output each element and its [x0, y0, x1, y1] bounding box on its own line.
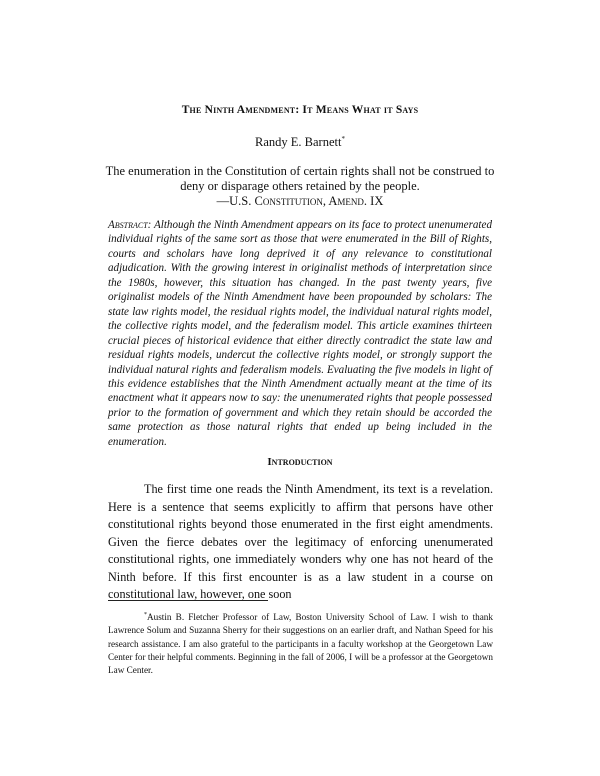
footnote — [108, 611, 493, 677]
footnote-marker: * — [144, 611, 147, 618]
section-heading-introduction: Introduction — [267, 456, 333, 468]
footnote-text: Austin B. Fletcher Professor of Law, Boston University School of Law. I wish to thank Lawrence Solum and Suzanna Sherry for their suggestions on an earlier draft, and Nathan Speed for his research assistance. I am also grateful to the participants in a faculty workshop at the Georgetown Law Center for their helpful comments. Beginning in the fall of 2006, I will be a professor at the Georgetown Law Center. — [108, 612, 493, 676]
author-footnote-marker[interactable]: * — [341, 134, 345, 143]
intro-paragraph: The first time one reads the Ninth Amendment, its text is a revelation. Here is a sentence that seems explicitly to affirm that persons have other constitutional rights beyond those enumerated in the first eight amendments. Given the fierce debates over the legitimacy of enforcing unenumerated constitutional rights, one immediately wonders why one has not heard of the Ninth before. If this first encounter is as a law student in a course on constitutional law, however, one soon — [108, 482, 493, 601]
abstract — [108, 218, 492, 449]
epigraph — [100, 164, 500, 209]
paper-title: The Ninth Amendment: It Means What it Says — [181, 104, 419, 116]
author-line — [0, 135, 600, 150]
abstract-label: Abstract: — [108, 219, 152, 231]
epigraph-quote: The enumeration in the Constitution of certain rights shall not be construed to deny or disparage others retained by the people. — [105, 164, 495, 193]
abstract-text: Although the Ninth Amendment appears on its face to protect unenumerated individual rights of the same sort as those that were enumerated in the Bill of Rights, courts and scholars have long deprived it of any relevance to constitutional adjudication. With the growing interest in originalist methods of interpretation since the 1980s, however, this situation has changed. In the past twenty years, five originalist models of the Ninth Amendment have been propounded by scholars: The state law rights model, the residual rights model, the individual natural rights model, the collective rights model, and the federalism model. This article examines thirteen crucial pieces of historical evidence that either directly contradict the state law and residual rights models, undercut the collective rights model, or strongly support the individual natural rights and federalism models. Evaluating the five models in light of this evidence establishes that the Ninth Amendment actually meant at the time of its enactment what it appears now to say: the unenumerated rights that people possessed prior to the formation of government and which they retain should be accorded the same protection as those natural rights that ended up being included in the enumeration. — [108, 219, 492, 448]
footnote-separator — [108, 600, 268, 601]
author-name: Randy E. Barnett — [255, 135, 342, 149]
epigraph-citation: —U.S. Constitution, Amend. IX — [216, 194, 384, 208]
